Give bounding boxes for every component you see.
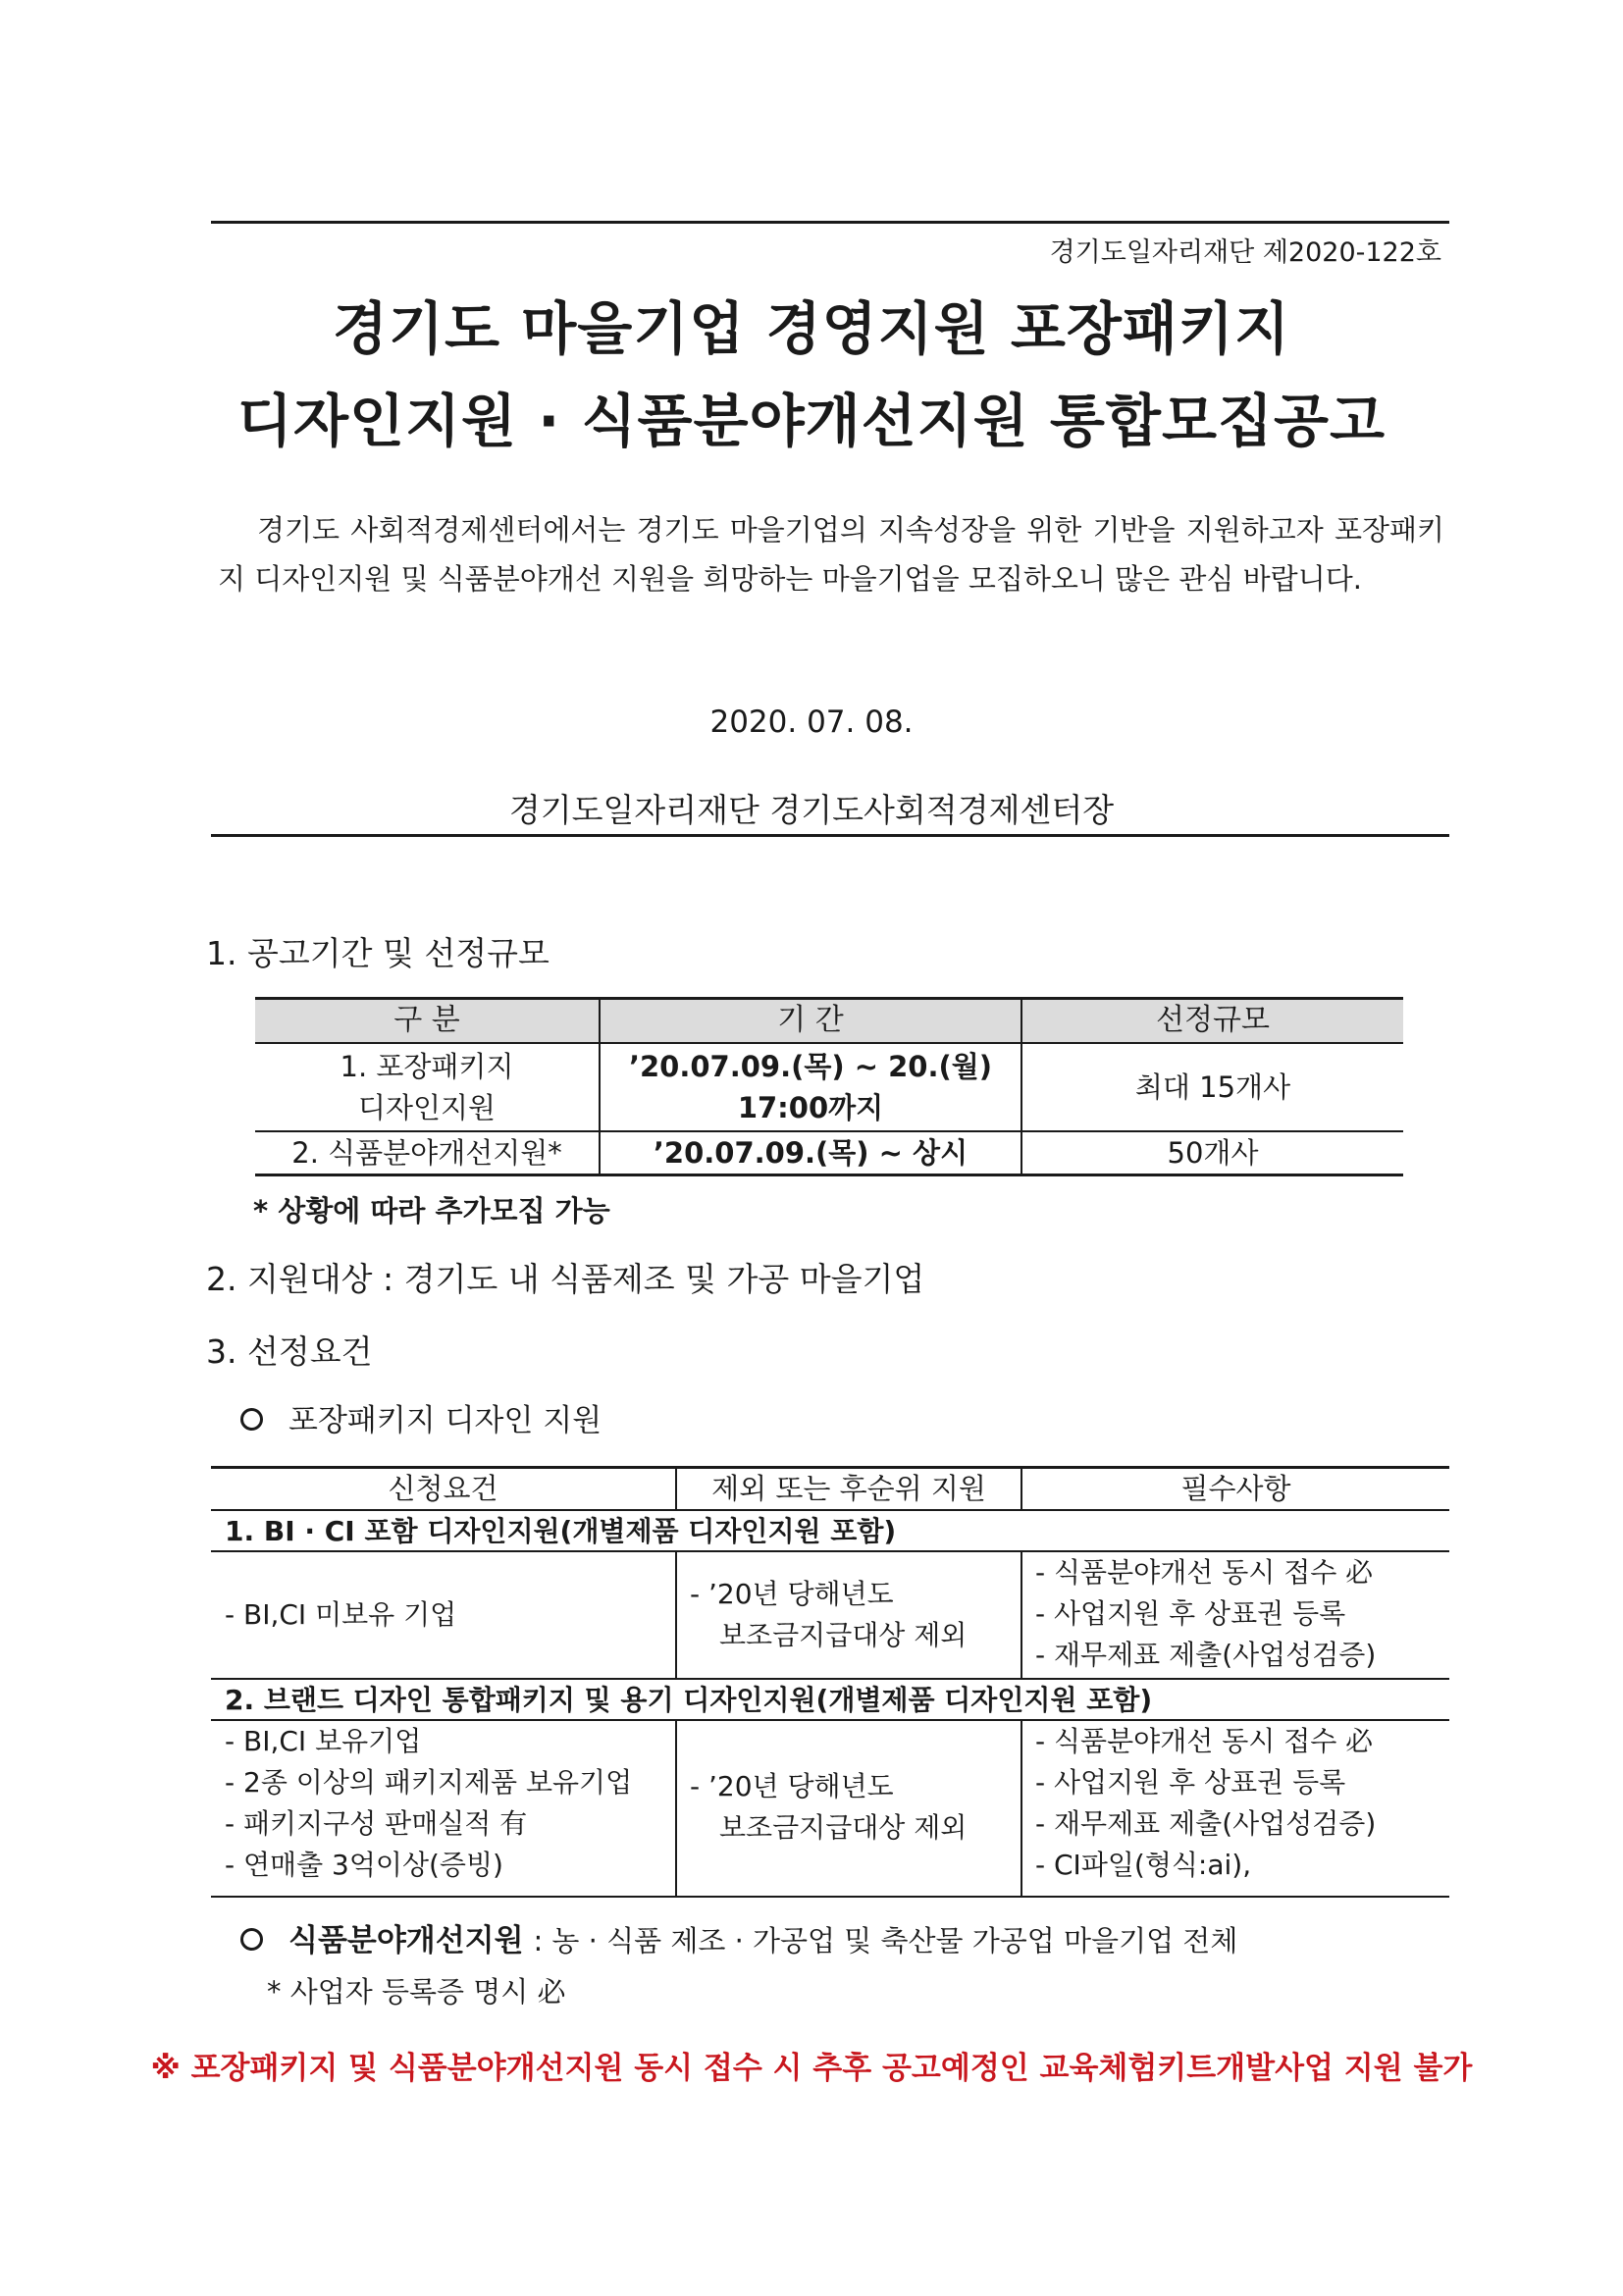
period-table-bottom-border <box>255 1174 1403 1176</box>
req-header-exclusion: 제외 또는 후순위 지원 <box>711 1472 986 1505</box>
period-row2-category: 2. 식품분야개선지원* <box>291 1136 562 1170</box>
title-line-2: 디자인지원 · 식품분야개선지원 통합모집공고 <box>236 388 1387 454</box>
issuer-rule <box>211 834 1449 837</box>
period-row1-period-line2: 17:00까지 <box>737 1091 884 1124</box>
issuer: 경기도일자리재단 경기도사회적경제센터장 <box>508 791 1115 829</box>
subsection-package-design <box>240 1395 602 1439</box>
issue-date: 2020. 07. 08. <box>709 704 914 740</box>
section-3-heading: 3. 선정요건 <box>206 1332 373 1371</box>
req-table-g2-col-2 <box>1021 1719 1022 1896</box>
period-header-scale: 선정규모 <box>1156 1003 1270 1037</box>
food-improvement-label: 식품분야개선지원 <box>288 1923 524 1958</box>
group2-required-4: - CI파일(형식:ai), <box>1035 1849 1252 1881</box>
intro-text: 경기도 사회적경제센터에서는 경기도 마을기업의 지속성장을 위한 기반을 지원하고자 포장패키지 디자인지원 및 식품분야개선 지원을 희망하는 마을기업을 모집하오니 많은 관심 바랍니다. <box>218 513 1444 596</box>
req-header-requirement: 신청요건 <box>388 1472 498 1505</box>
group2-required-1: - 식품분야개선 동시 접수 必 <box>1035 1725 1374 1757</box>
group2-requirement <box>225 1721 632 1886</box>
closing-warning: ※ 포장패키지 및 식품분야개선지원 동시 접수 시 추후 공고예정인 교육체험키트개발사업 지원 불가 <box>150 2051 1473 2086</box>
req-table-g1-col-2 <box>1021 1550 1022 1678</box>
group2-required-3: - 재무제표 제출(사업성검증) <box>1035 1807 1377 1840</box>
period-row1-category-line1: 1. 포장패키지 <box>340 1050 514 1083</box>
group1-requirement: - BI,CI 미보유 기업 <box>225 1598 457 1631</box>
req-table-g2-col-1 <box>675 1719 677 1896</box>
group2-requirement-4: - 연매출 3억이상(증빙) <box>225 1849 503 1881</box>
group2-requirement-3: - 패키지구성 판매실적 有 <box>225 1807 528 1840</box>
requirements-table <box>211 1466 1449 1896</box>
period-row1-scale: 최대 15개사 <box>1134 1070 1291 1104</box>
req-table-g1-col-1 <box>675 1550 677 1678</box>
period-row2-period: ’20.07.09.(목) ~ 상시 <box>653 1136 969 1170</box>
period-row1-category <box>255 1044 599 1130</box>
req-table-bottom-border <box>211 1896 1449 1898</box>
group2-required-2: - 사업지원 후 상표권 등록 <box>1035 1766 1346 1799</box>
group2-exclusion-line1: - ’20년 당해년도 <box>690 1770 894 1802</box>
period-row2-scale: 50개사 <box>1167 1136 1259 1170</box>
circle-bullet-icon <box>240 1928 263 1951</box>
group2-title: 2. 브랜드 디자인 통합패키지 및 용기 디자인지원(개별제품 디자인지원 포함) <box>225 1684 1153 1716</box>
period-table-note: * 상황에 따라 추가모집 가능 <box>253 1194 610 1227</box>
group2-exclusion-line2: 보조금지급대상 제외 <box>719 1811 968 1844</box>
group2-requirement-1: - BI,CI 보유기업 <box>225 1725 422 1757</box>
group1-exclusion <box>690 1574 967 1656</box>
intro-paragraph <box>218 505 1444 603</box>
subsection-food-improvement <box>240 1915 1447 1959</box>
section-1-heading: 1. 공고기간 및 선정규모 <box>206 934 550 972</box>
group1-title: 1. BI · CI 포함 디자인지원(개별제품 디자인지원 포함) <box>225 1515 897 1547</box>
group1-required <box>1035 1552 1376 1676</box>
group1-exclusion-line2: 보조금지급대상 제외 <box>719 1619 968 1651</box>
title-line-1: 경기도 마을기업 경영지원 포장패키지 <box>332 295 1291 362</box>
period-table <box>255 997 1403 1174</box>
section-2-heading: 2. 지원대상 : 경기도 내 식품제조 및 가공 마을기업 <box>206 1260 925 1298</box>
period-row1-category-line2: 디자인지원 <box>357 1091 497 1124</box>
period-header-period: 기 간 <box>777 1003 844 1037</box>
subsection-package-design-label: 포장패키지 디자인 지원 <box>288 1403 602 1438</box>
group1-exclusion-line1: - ’20년 당해년도 <box>690 1578 894 1610</box>
top-rule <box>211 221 1449 224</box>
circle-bullet-icon <box>240 1408 263 1431</box>
period-row1-period <box>601 1044 1021 1130</box>
period-row1-period-line1: ’20.07.09.(목) ~ 20.(월) <box>628 1050 993 1083</box>
req-header-required: 필수사항 <box>1180 1472 1291 1505</box>
group1-required-1: - 식품분야개선 동시 접수 必 <box>1035 1556 1374 1589</box>
group2-exclusion <box>690 1766 967 1849</box>
group1-required-2: - 사업지원 후 상표권 등록 <box>1035 1597 1346 1630</box>
group2-requirement-2: - 2종 이상의 패키지제품 보유기업 <box>225 1766 633 1799</box>
group1-required-3: - 재무제표 제출(사업성검증) <box>1035 1639 1377 1671</box>
doc-number: 경기도일자리재단 제2020-122호 <box>1049 237 1441 268</box>
period-header-category: 구 분 <box>393 1003 460 1037</box>
group2-required <box>1035 1721 1376 1886</box>
food-improvement-note: * 사업자 등록증 명시 必 <box>267 1975 566 2009</box>
food-improvement-text: : 농 · 식품 제조 · 가공업 및 축산물 가공업 마을기업 전체 <box>533 1924 1238 1957</box>
